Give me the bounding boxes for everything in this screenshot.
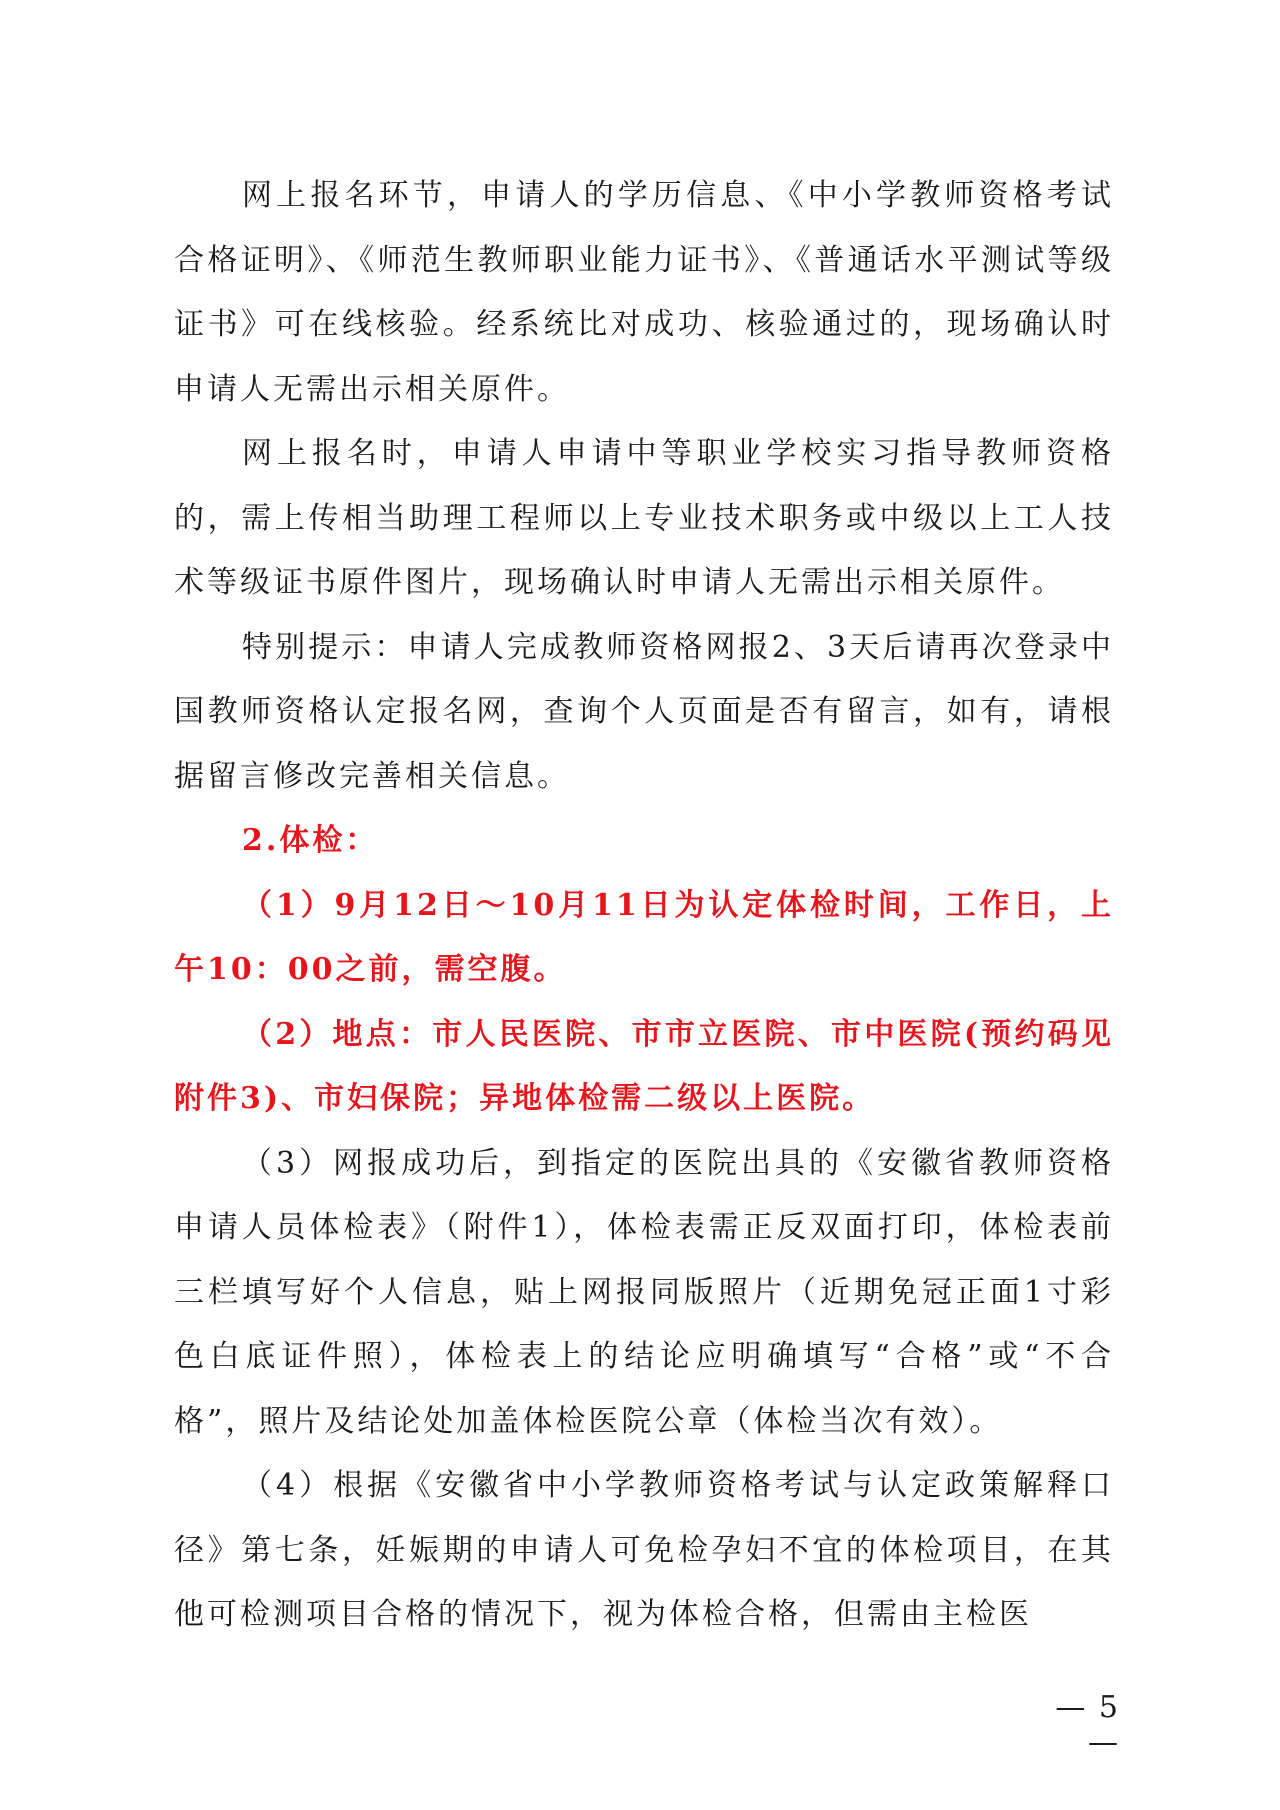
paragraph-special-notice: 特别提示：申请人完成教师资格网报2、3天后请再次登录中国教师资格认定报名网，查询个人页面是否有留言，如有，请根据留言修改完善相关信息。 (174, 629, 1114, 794)
document-body (174, 164, 1114, 1648)
paragraph-exam-location: （2）地点：市人民医院、市市立医院、市中医院(预约码见附件3)、市妇保院；异地体检需二级以上医院。 (174, 1016, 1114, 1116)
paragraph-pregnancy-policy: （4）根据《安徽省中小学教师资格考试与认定政策解释口径》第七条，妊娠期的申请人可免检孕妇不宜的体检项目，在其他可检测项目合格的情况下，视为体检合格，但需由主检医 (174, 1468, 1114, 1632)
page-number: — 5 — (1055, 1690, 1120, 1760)
paragraph-exam-time: （1）9月12日～10月11日为认定体检时间，工作日，上午10：00之前，需空腹。 (174, 887, 1114, 987)
section-heading-physical-exam: 2.体检： (242, 823, 379, 858)
paragraph-vocational-instructor: 网上报名时，申请人申请中等职业学校实习指导教师资格的，需上传相当助理工程师以上专业技术职务或中级以上工人技术等级证书原件图片，现场确认时申请人无需出示相关原件。 (174, 436, 1114, 600)
paragraph-exam-form: （3）网报成功后，到指定的医院出具的《安徽省教师资格申请人员体检表》（附件1），体检表需正反双面打印，体检表前三栏填写好个人信息，贴上网报同版照片（近期免冠正面1寸彩色白底证件照），体检表上的结论应明确填写“合格”或“不合格”，照片及结论处加盖体检医院公章（体检当次有效）。 (174, 1145, 1114, 1439)
paragraph-online-verification: 网上报名环节，申请人的学历信息、《中小学教师资格考试合格证明》、《师范生教师职业能力证书》、《普通话水平测试等级证书》可在线核验。经系统比对成功、核验通过的，现场确认时申请人无需出示相关原件。 (174, 178, 1114, 407)
